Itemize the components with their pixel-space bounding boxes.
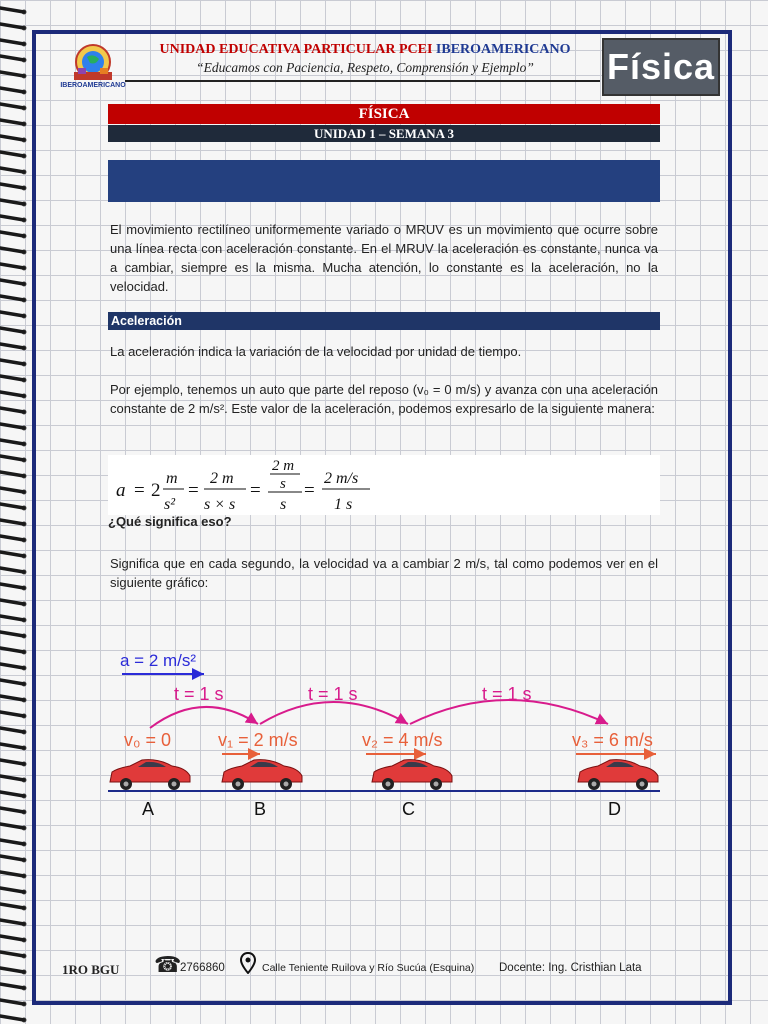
spiral-ring	[0, 536, 24, 540]
spiral-ring	[0, 136, 24, 140]
school-name	[130, 42, 600, 58]
spiral-ring	[0, 184, 24, 188]
spiral-ring	[0, 280, 24, 284]
spiral-ring	[0, 24, 24, 28]
header-rule	[125, 80, 600, 82]
formula-eq3: =	[250, 480, 261, 501]
spiral-ring	[0, 488, 24, 492]
spiral-ring	[0, 520, 24, 524]
velocity-label-3: v₃ = 6 m/s	[572, 730, 653, 750]
spiral-ring	[0, 440, 24, 444]
formula-s-inner: s	[280, 476, 286, 492]
spiral-ring	[0, 680, 24, 684]
spiral-ring	[0, 200, 24, 204]
spiral-ring	[0, 456, 24, 460]
spiral-ring	[0, 376, 24, 380]
time-label-2: t = 1 s	[308, 684, 358, 704]
spiral-ring	[0, 920, 24, 924]
phone-icon: ☎	[154, 952, 182, 977]
spiral-ring	[0, 584, 24, 588]
spiral-ring	[0, 648, 24, 652]
spiral-ring	[0, 1000, 24, 1004]
spiral-ring	[0, 264, 24, 268]
spiral-ring	[0, 1016, 24, 1020]
spiral-ring	[0, 776, 24, 780]
spiral-ring	[0, 856, 24, 860]
spiral-ring	[0, 696, 24, 700]
spiral-ring	[0, 728, 24, 732]
point-c: C	[402, 799, 415, 819]
time-label-3: t = 1 s	[482, 684, 532, 704]
spiral-ring	[0, 472, 24, 476]
question-heading: ¿Qué significa eso?	[108, 514, 232, 529]
formula-eq4: =	[304, 480, 315, 501]
point-a: A	[142, 799, 155, 819]
spiral-ring	[0, 344, 24, 348]
section-heading: Aceleración	[108, 312, 660, 330]
spiral-ring	[0, 424, 24, 428]
formula-2ms: 2 m/s	[324, 470, 359, 487]
spiral-ring	[0, 840, 24, 844]
formula-2m-top: 2 m	[272, 458, 295, 474]
time-arc-1	[150, 707, 258, 728]
spiral-ring	[0, 760, 24, 764]
teacher: Docente: Ing. Cristhian Lata	[499, 962, 642, 974]
spiral-ring	[0, 88, 24, 92]
spiral-ring	[0, 408, 24, 412]
spiral-ring	[0, 360, 24, 364]
formula-s2: s²	[164, 496, 176, 513]
car-c	[372, 760, 452, 790]
velocity-label-2: v₂ = 4 m/s	[362, 730, 443, 750]
example-paragraph: Por ejemplo, tenemos un auto que parte del reposo (v₀ = 0 m/s) y avanza con una aceleración constante de 2 m/s². Este valor de la aceleración, podemos expresarlo de la siguiente manera:	[110, 382, 658, 416]
formula-two: 2	[151, 480, 161, 501]
spiral-ring	[0, 808, 24, 812]
time-label-1: t = 1 s	[174, 684, 224, 704]
formula-s-bottom: s	[280, 496, 287, 513]
spiral-ring	[0, 8, 24, 12]
formula-sxs: s × s	[204, 496, 236, 513]
spiral-ring	[0, 984, 24, 988]
subject-title: FÍSICA	[108, 104, 660, 124]
car-d	[578, 760, 658, 790]
grade-label: 1RO BGU	[62, 962, 120, 977]
spiral-ring	[0, 936, 24, 940]
formula-a: a	[116, 480, 126, 501]
car-a	[110, 760, 190, 790]
formula-1s: 1 s	[334, 496, 353, 513]
spiral-ring	[0, 600, 24, 604]
formula-2m: 2 m	[210, 470, 234, 487]
velocity-label-0: v₀ = 0	[124, 730, 171, 750]
time-arc-2	[260, 702, 408, 724]
car-b	[222, 760, 302, 790]
spiral-ring	[0, 312, 24, 316]
formula-eq2: =	[188, 480, 199, 501]
explanation-paragraph: Significa que en cada segundo, la velocidad va a cambiar 2 m/s, tal como podemos ver en el siguiente gráfico:	[110, 556, 658, 590]
school-logo	[60, 42, 126, 92]
spiral-ring	[0, 40, 24, 44]
spiral-ring	[0, 328, 24, 332]
spiral-ring	[0, 968, 24, 972]
spiral-ring	[0, 888, 24, 892]
subject-logo: Física	[602, 38, 720, 96]
motion-diagram	[108, 640, 668, 825]
location-pin-icon	[240, 952, 256, 977]
formula-eq1: =	[134, 480, 145, 501]
spiral-ring	[0, 216, 24, 220]
spiral-ring	[0, 296, 24, 300]
acceleration-label: a = 2 m/s²	[120, 651, 197, 670]
intro-paragraph: El movimiento rectilíneo uniformemente variado o MRUV es un movimiento que ocurre sobre una línea recta con aceleración constante. En el MRUV la aceleración es constante, nunca va a cambiar, siempre es la misma. Mucha atención, lo constante es la aceleración, no la velocidad.	[110, 222, 658, 294]
phone-number: 2766860	[180, 962, 225, 974]
spiral-ring	[0, 616, 24, 620]
spiral-ring	[0, 952, 24, 956]
spiral-ring	[0, 872, 24, 876]
spiral-ring	[0, 904, 24, 908]
point-d: D	[608, 799, 621, 819]
spiral-ring	[0, 72, 24, 76]
spiral-ring	[0, 168, 24, 172]
spiral-ring	[0, 248, 24, 252]
spiral-ring	[0, 664, 24, 668]
topic-banner	[108, 160, 660, 202]
formula-m: m	[166, 470, 178, 487]
spiral-ring	[0, 712, 24, 716]
spiral-ring	[0, 632, 24, 636]
spiral-ring	[0, 568, 24, 572]
school-name-part2: IBEROAMERICANO	[435, 42, 571, 57]
spiral-ring	[0, 504, 24, 508]
address: Calle Teniente Ruilova y Río Sucúa (Esquina)	[262, 962, 475, 974]
spiral-ring	[0, 232, 24, 236]
spiral-ring	[0, 744, 24, 748]
spiral-ring	[0, 392, 24, 396]
logo-caption: IBEROAMERICANO	[60, 82, 126, 89]
spiral-ring	[0, 120, 24, 124]
acceleration-definition: La aceleración indica la variación de la velocidad por unidad de tiempo.	[110, 344, 522, 359]
spiral-ring	[0, 56, 24, 60]
school-motto: “Educamos con Paciencia, Respeto, Comprensión y Ejemplo”	[196, 60, 534, 75]
spiral-ring	[0, 792, 24, 796]
point-b: B	[254, 799, 267, 819]
spiral-ring	[0, 552, 24, 556]
unit-title: UNIDAD 1 – SEMANA 3	[108, 125, 660, 142]
spiral-ring	[0, 152, 24, 156]
acceleration-formula	[108, 455, 660, 515]
spiral-ring	[0, 824, 24, 828]
spiral-ring	[0, 104, 24, 108]
velocity-label-1: v₁ = 2 m/s	[218, 730, 298, 750]
school-name-part1: UNIDAD EDUCATIVA PARTICULAR PCEI	[159, 42, 433, 57]
